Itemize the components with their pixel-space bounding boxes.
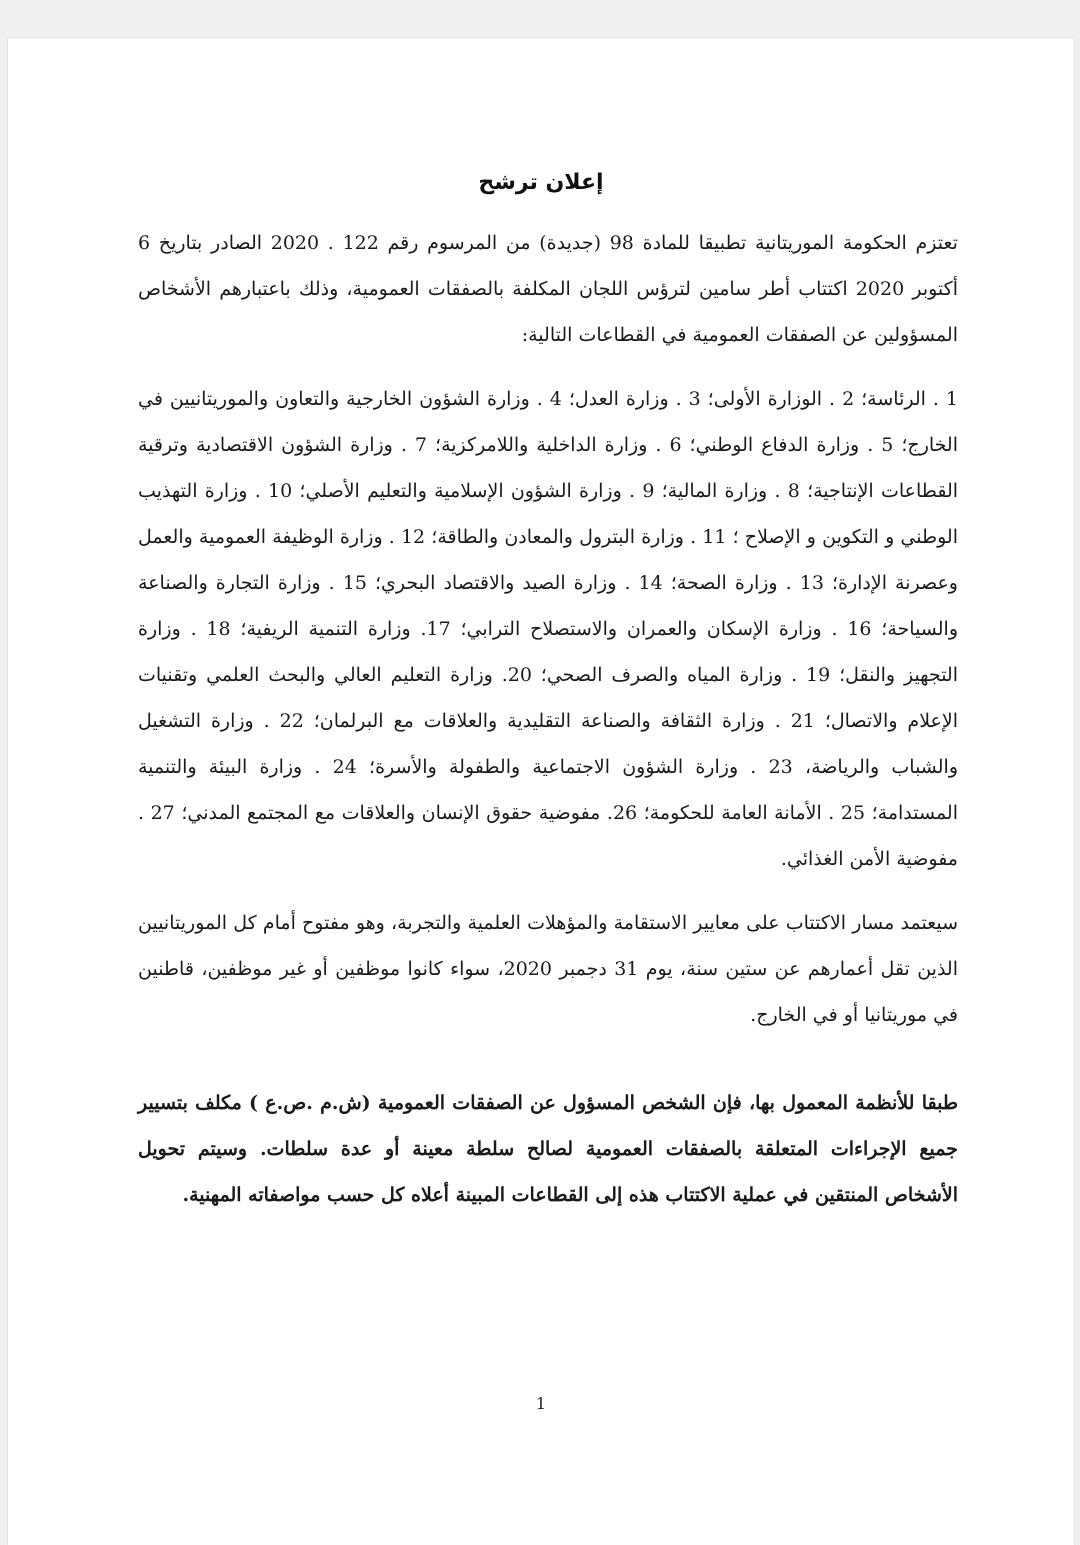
document-page xyxy=(8,38,1074,1545)
sectors-list-paragraph: 1 . الرئاسة؛ 2 . الوزارة الأولى؛ 3 . وزارة العدل؛ 4 . وزارة الشؤون الخارجية والتعاون والموريتانيين في الخارج؛ 5 . وزارة الدفاع الوطني؛ 6 . وزارة الداخلية واللامركزية؛ 7 . وزارة الشؤون الاقتصادية وترقية القطاعات الإنتاجية؛ 8 . وزارة المالية؛ 9 . وزارة الشؤون الإسلامية والتعليم الأصلي؛ 10 . وزارة التهذيب الوطني و التكوين و الإصلاح ؛ 11 . وزارة البترول والمعادن والطاقة؛ 12 . وزارة الوظيفة العمومية والعمل وعصرنة الإدارة؛ 13 . وزارة الصحة؛ 14 . وزارة الصيد والاقتصاد البحري؛ 15 . وزارة التجارة والصناعة والسياحة؛ 16 . وزارة الإسكان والعمران والاستصلاح الترابي؛ 17. وزارة التنمية الريفية؛ 18 . وزارة التجهيز والنقل؛ 19 . وزارة المياه والصرف الصحي؛ 20. وزارة التعليم العالي والبحث العلمي وتقنيات الإعلام والاتصال؛ 21 . وزارة الثقافة والصناعة التقليدية والعلاقات مع البرلمان؛ 22 . وزارة التشغيل والشباب والرياضة، 23 . وزارة الشؤون الاجتماعية والطفولة والأسرة؛ 24 . وزارة البيئة والتنمية المستدامة؛ 25 . الأمانة العامة للحكومة؛ 26. مفوضية حقوق الإنسان والعلاقات مع المجتمع المدني؛ 27 . مفوضية الأمن الغذائي. xyxy=(138,388,959,870)
intro-paragraph: تعتزم الحكومة الموريتانية تطبيقا للمادة 98 (جديدة) من المرسوم رقم 122 . 2020 الصادر بتاريخ 6 أكتوبر 2020 اكتتاب أطر سامين لترؤس اللجان المكلفة بالصفقات العمومية، وذلك باعتبارهم الأشخاص المسؤولين عن الصفقات العمومية في القطاعات التالية: xyxy=(138,232,958,346)
document-title: إعلان ترشح xyxy=(478,170,604,195)
criteria-paragraph: سيعتمد مسار الاكتتاب على معايير الاستقامة والمؤهلات العلمية والتجربة، وهو مفتوح أمام كل الموريتانيين الذين تقل أعمارهم عن ستين سنة، يوم 31 دجمبر 2020، سواء كانوا موظفين أو غير موظفين، قاطنين في موريتانيا أو في الخارج. xyxy=(138,912,958,1026)
responsibility-section xyxy=(138,1080,958,1218)
page-number: 1 xyxy=(535,1394,547,1413)
responsibility-paragraph: طبقا للأنظمة المعمول بها، فإن الشخص المسؤول عن الصفقات العمومية (ش.م .ص.ع ) مكلف بتسيير جميع الإجراءات المتعلقة بالصفقات العمومية لصالح سلطة معينة أو عدة سلطات. وسيتم تحويل الأشخاص المنتقين في عملية الاكتتاب هذه إلى القطاعات المبينة أعلاه كل حسب مواصفاته المهنية. xyxy=(138,1092,958,1206)
intro-section xyxy=(138,220,958,358)
sectors-section xyxy=(138,376,958,882)
criteria-section xyxy=(138,900,958,1038)
